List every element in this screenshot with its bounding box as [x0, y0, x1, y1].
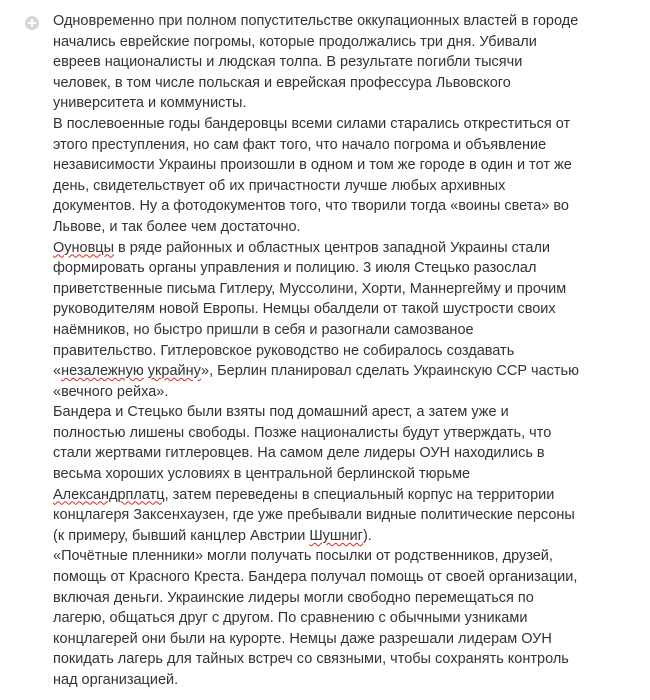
text-segment: формировать органы управления и полицию. 3 июля Стецько разослал — [53, 260, 537, 277]
text-segment: человек, в том числе польская и еврейская профессура Львовского — [53, 74, 511, 91]
text-segment: Львове, и так более чем достаточно. — [53, 218, 301, 235]
text-line — [53, 526, 628, 547]
text-line — [53, 114, 628, 135]
text-line — [53, 299, 628, 320]
text-line — [53, 155, 628, 176]
article-text[interactable] — [53, 11, 628, 691]
text-segment: день, свидетельствует об их причастности лучше любых архивных — [53, 177, 506, 194]
text-line — [53, 423, 628, 444]
text-segment: правительство. Гитлеровское руководство не собиралось создавать — [53, 342, 515, 359]
text-line — [53, 546, 628, 567]
text-line — [53, 341, 628, 362]
text-segment: В послевоенные годы бандеровцы всеми силами старались откреститься от — [53, 115, 571, 132]
text-segment: Одновременно при полном попустительстве оккупационных властей в городе — [53, 13, 579, 29]
text-segment: покидать лагерь для тайных встреч со связными, чтобы сохранять контроль — [53, 651, 569, 668]
text-segment: », Берлин планировал сделать Украинскую ССР частью — [201, 363, 579, 380]
text-segment: полностью лишены свободы. Позже националисты будут утверждать, что — [53, 424, 552, 441]
text-line — [53, 402, 628, 423]
text-segment: этого преступления, но сам факт того, что начало погрома и объявление — [53, 136, 547, 153]
text-segment: весьма хороших условиях в центральной берлинской тюрьме — [53, 466, 471, 483]
text-line — [53, 505, 628, 526]
text-segment: , затем переведены в специальный корпус на территории — [164, 486, 555, 503]
text-line — [53, 588, 628, 609]
text-line — [53, 629, 628, 650]
text-segment: евреев националисты и людская толпа. В результате погибли тысячи — [53, 54, 523, 71]
text-line — [53, 443, 628, 464]
text-segment: в ряде районных и областных центров западной Украины стали — [114, 239, 551, 256]
text-segment: концлагеря Заксенхаузен, где уже пребывали видные политические персоны — [53, 507, 575, 524]
text-line — [53, 320, 628, 341]
text-segment: стали жертвами гитлеровцев. На самом деле лидеры ОУН находились в — [53, 445, 545, 462]
spellcheck-word: незалежную — [61, 363, 144, 380]
text-line — [53, 382, 628, 403]
text-line — [53, 567, 628, 588]
text-line — [53, 196, 628, 217]
text-segment: концлагерей они были на курорте. Немцы даже разрешали лидерам ОУН — [53, 630, 552, 647]
text-segment: помощь от Красного Креста. Бандера получал помощь от своей организации, — [53, 569, 578, 586]
text-segment: над организацией. — [53, 672, 179, 688]
text-segment: ). — [362, 527, 372, 544]
text-line — [53, 32, 628, 53]
text-segment: приветственные письма Гитлеру, Муссолини, Хорти, Маннергейму и прочим — [53, 280, 567, 297]
spellcheck-word: Оуновцы — [53, 239, 115, 256]
spellcheck-word: Александрплатц — [53, 486, 165, 503]
text-line — [53, 73, 628, 94]
text-line — [53, 135, 628, 156]
text-segment: начались еврейские погромы, которые продолжались три дня. Убивали — [53, 33, 537, 50]
text-line — [53, 670, 628, 691]
spellcheck-word: украйну — [147, 363, 202, 380]
text-line — [53, 238, 628, 259]
plus-circle-icon[interactable] — [25, 16, 39, 30]
text-line — [53, 279, 628, 300]
text-segment: лагерю, общаться друг с другом. По сравнению с обычными узниками — [53, 610, 528, 627]
text-line — [53, 361, 628, 382]
text-segment: «Почётные пленники» могли получать посылки от родственников, друзей, — [53, 548, 553, 565]
text-segment: (к примеру, бывший канцлер Австрии — [53, 527, 310, 544]
text-line — [53, 464, 628, 485]
text-segment: Бандера и Стецько были взяты под домашний арест, а затем уже и — [53, 404, 509, 421]
text-segment: включая деньги. Украинские лидеры могли свободно перемещаться по — [53, 589, 534, 606]
text-segment: университета и коммунисты. — [53, 95, 247, 112]
text-line — [53, 176, 628, 197]
text-line — [53, 217, 628, 238]
text-segment: документов. Ну а фотодокументов того, что творили тогда «воины света» во — [53, 198, 569, 215]
text-line — [53, 649, 628, 670]
text-line — [53, 608, 628, 629]
text-segment: независимости Украины произошли в одном и том же городе в один и тот же — [53, 157, 572, 174]
text-line — [53, 52, 628, 73]
text-line — [53, 93, 628, 114]
text-line — [53, 11, 628, 32]
text-segment: руководителям новой Европы. Немцы обалдели от такой шустрости своих — [53, 301, 556, 318]
text-segment: наёмников, но быстро пришли в себя и разогнали самозваное — [53, 321, 474, 338]
text-segment: « — [53, 363, 62, 380]
text-line — [53, 258, 628, 279]
spellcheck-word: Шушниг — [309, 527, 363, 544]
text-segment: «вечного рейха». — [53, 383, 169, 400]
text-line — [53, 485, 628, 506]
